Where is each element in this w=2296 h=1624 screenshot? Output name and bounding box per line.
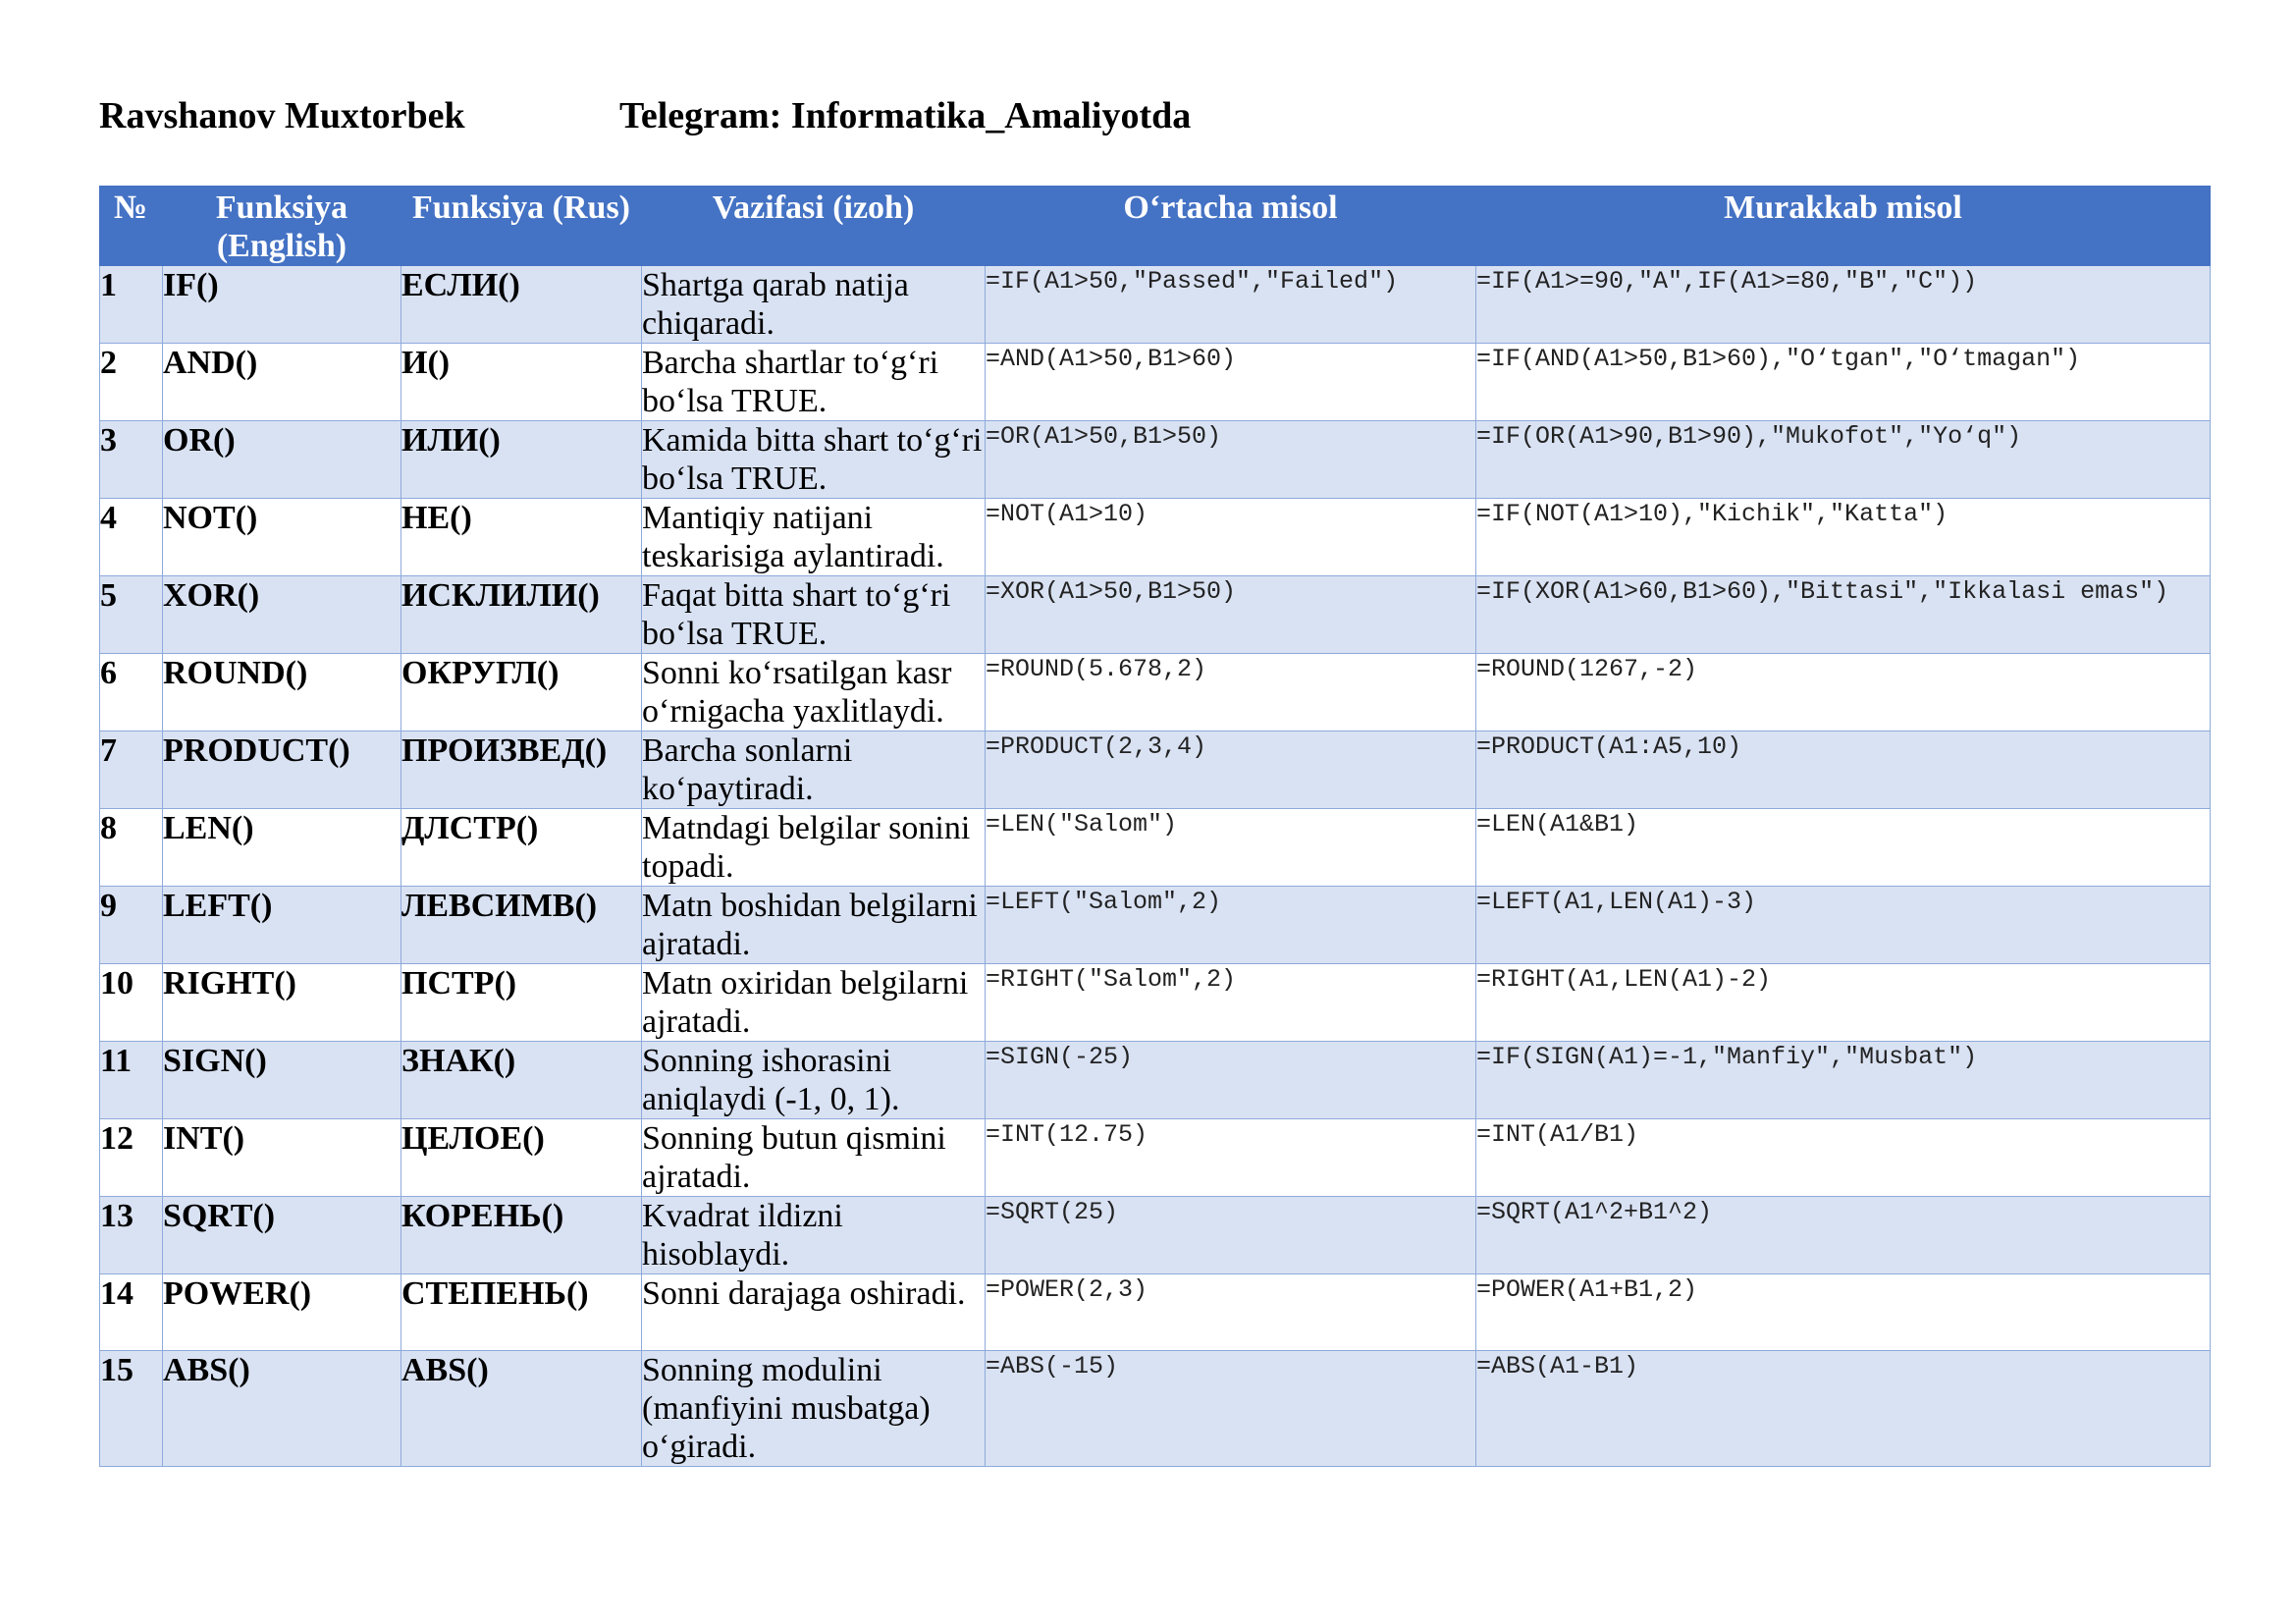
function-russian: ИЛИ() [401, 421, 642, 499]
function-english: ABS() [163, 1351, 401, 1467]
author-name: Ravshanov Muxtorbek [99, 95, 465, 136]
function-description: Mantiqiy natijani teskarisiga aylantiradi. [642, 499, 986, 576]
complex-example: =RIGHT(A1,LEN(A1)-2) [1476, 964, 2211, 1042]
function-english: INT() [163, 1119, 401, 1197]
medium-example: =SQRT(25) [986, 1197, 1476, 1274]
complex-example: =INT(A1/B1) [1476, 1119, 2211, 1197]
row-number: 6 [100, 654, 163, 731]
function-description: Matn oxiridan belgilarni ajratadi. [642, 964, 986, 1042]
column-header-russian: Funksiya (Rus) [401, 187, 642, 266]
medium-example: =LEN("Salom") [986, 809, 1476, 887]
complex-example: =IF(NOT(A1>10),"Kichik","Katta") [1476, 499, 2211, 576]
medium-example: =RIGHT("Salom",2) [986, 964, 1476, 1042]
function-english: XOR() [163, 576, 401, 654]
function-english: SIGN() [163, 1042, 401, 1119]
function-russian: ПСТР() [401, 964, 642, 1042]
function-description: Sonni ko‘rsatilgan kasr o‘rnigacha yaxlitlaydi. [642, 654, 986, 731]
function-description: Sonning modulini (manfiyini musbatga) o‘giradi. [642, 1351, 986, 1467]
table-row [100, 809, 2211, 887]
medium-example: =ROUND(5.678,2) [986, 654, 1476, 731]
function-english: NOT() [163, 499, 401, 576]
table-row [100, 1351, 2211, 1467]
column-header-english: Funksiya (English) [163, 187, 401, 266]
function-english: AND() [163, 344, 401, 421]
medium-example: =LEFT("Salom",2) [986, 887, 1476, 964]
row-number: 10 [100, 964, 163, 1042]
function-description: Sonning ishorasini aniqlaydi (-1, 0, 1). [642, 1042, 986, 1119]
function-russian: ЦЕЛОЕ() [401, 1119, 642, 1197]
function-russian: ПРОИЗВЕД() [401, 731, 642, 809]
table-row [100, 731, 2211, 809]
column-header-number: № [100, 187, 163, 266]
complex-example: =IF(XOR(A1>60,B1>60),"Bittasi","Ikkalasi emas") [1476, 576, 2211, 654]
medium-example: =PRODUCT(2,3,4) [986, 731, 1476, 809]
function-russian: ЗНАК() [401, 1042, 642, 1119]
row-number: 1 [100, 266, 163, 344]
table-row [100, 1042, 2211, 1119]
function-russian: СТЕПЕНЬ() [401, 1274, 642, 1351]
table-row [100, 964, 2211, 1042]
table-row [100, 1197, 2211, 1274]
complex-example: =PRODUCT(A1:A5,10) [1476, 731, 2211, 809]
function-description: Kamida bitta shart to‘g‘ri bo‘lsa TRUE. [642, 421, 986, 499]
function-russian: ABS() [401, 1351, 642, 1467]
complex-example: =IF(A1>=90,"A",IF(A1>=80,"B","C")) [1476, 266, 2211, 344]
function-russian: ДЛСТР() [401, 809, 642, 887]
function-description: Kvadrat ildizni hisoblaydi. [642, 1197, 986, 1274]
complex-example: =LEN(A1&B1) [1476, 809, 2211, 887]
column-header-complex-example: Murakkab misol [1476, 187, 2211, 266]
medium-example: =INT(12.75) [986, 1119, 1476, 1197]
function-english: POWER() [163, 1274, 401, 1351]
medium-example: =XOR(A1>50,B1>50) [986, 576, 1476, 654]
row-number: 12 [100, 1119, 163, 1197]
row-number: 14 [100, 1274, 163, 1351]
table-row [100, 654, 2211, 731]
table-row [100, 499, 2211, 576]
row-number: 11 [100, 1042, 163, 1119]
table-header-row [100, 187, 2211, 266]
function-russian: ОКРУГЛ() [401, 654, 642, 731]
telegram-channel: Telegram: Informatika_Amaliyotda [619, 95, 1192, 136]
function-description: Sonning butun qismini ajratadi. [642, 1119, 986, 1197]
function-russian: ЛЕВСИМВ() [401, 887, 642, 964]
row-number: 7 [100, 731, 163, 809]
medium-example: =IF(A1>50,"Passed","Failed") [986, 266, 1476, 344]
table-row [100, 1119, 2211, 1197]
row-number: 5 [100, 576, 163, 654]
function-english: SQRT() [163, 1197, 401, 1274]
function-russian: НЕ() [401, 499, 642, 576]
row-number: 4 [100, 499, 163, 576]
function-english: IF() [163, 266, 401, 344]
table-row [100, 576, 2211, 654]
functions-table [99, 186, 2211, 1467]
medium-example: =SIGN(-25) [986, 1042, 1476, 1119]
function-english: LEFT() [163, 887, 401, 964]
function-description: Matndagi belgilar sonini topadi. [642, 809, 986, 887]
table-row [100, 887, 2211, 964]
row-number: 2 [100, 344, 163, 421]
row-number: 3 [100, 421, 163, 499]
function-russian: И() [401, 344, 642, 421]
medium-example: =NOT(A1>10) [986, 499, 1476, 576]
complex-example: =ROUND(1267,-2) [1476, 654, 2211, 731]
medium-example: =OR(A1>50,B1>50) [986, 421, 1476, 499]
function-description: Matn boshidan belgilarni ajratadi. [642, 887, 986, 964]
medium-example: =ABS(-15) [986, 1351, 1476, 1467]
complex-example: =IF(OR(A1>90,B1>90),"Mukofot","Yo‘q") [1476, 421, 2211, 499]
table-row [100, 344, 2211, 421]
complex-example: =POWER(A1+B1,2) [1476, 1274, 2211, 1351]
complex-example: =IF(SIGN(A1)=-1,"Manfiy","Musbat") [1476, 1042, 2211, 1119]
medium-example: =AND(A1>50,B1>60) [986, 344, 1476, 421]
column-header-medium-example: O‘rtacha misol [986, 187, 1476, 266]
column-header-description: Vazifasi (izoh) [642, 187, 986, 266]
table-row [100, 266, 2211, 344]
row-number: 15 [100, 1351, 163, 1467]
row-number: 13 [100, 1197, 163, 1274]
function-russian: ЕСЛИ() [401, 266, 642, 344]
function-english: OR() [163, 421, 401, 499]
row-number: 9 [100, 887, 163, 964]
function-english: ROUND() [163, 654, 401, 731]
function-russian: КОРЕНЬ() [401, 1197, 642, 1274]
complex-example: =ABS(A1-B1) [1476, 1351, 2211, 1467]
function-description: Shartga qarab natija chiqaradi. [642, 266, 986, 344]
function-description: Sonni darajaga oshiradi. [642, 1274, 986, 1351]
complex-example: =SQRT(A1^2+B1^2) [1476, 1197, 2211, 1274]
function-english: LEN() [163, 809, 401, 887]
row-number: 8 [100, 809, 163, 887]
function-russian: ИСКЛИЛИ() [401, 576, 642, 654]
complex-example: =LEFT(A1,LEN(A1)-3) [1476, 887, 2211, 964]
table-row [100, 1274, 2211, 1351]
complex-example: =IF(AND(A1>50,B1>60),"O‘tgan","O‘tmagan") [1476, 344, 2211, 421]
table-row [100, 421, 2211, 499]
function-description: Barcha sonlarni ko‘paytiradi. [642, 731, 986, 809]
function-description: Faqat bitta shart to‘g‘ri bo‘lsa TRUE. [642, 576, 986, 654]
function-description: Barcha shartlar to‘g‘ri bo‘lsa TRUE. [642, 344, 986, 421]
function-english: PRODUCT() [163, 731, 401, 809]
function-english: RIGHT() [163, 964, 401, 1042]
medium-example: =POWER(2,3) [986, 1274, 1476, 1351]
